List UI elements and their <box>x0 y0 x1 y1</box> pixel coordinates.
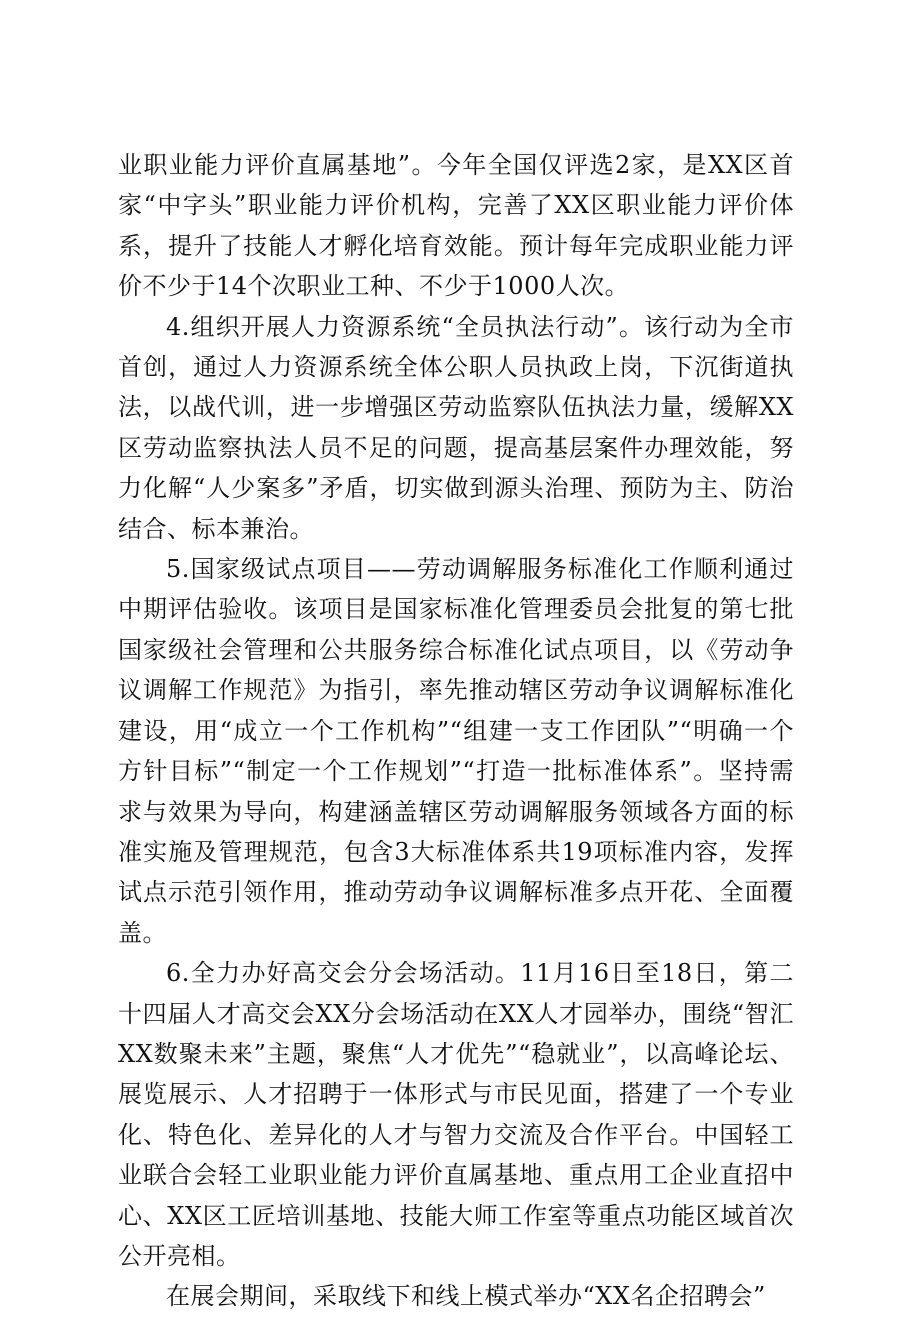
document-page <box>118 145 794 1317</box>
paragraph-item-6: 6.全力办好高交会分会场活动。11月16日至18日，第二十四届人才高交会XX分会场活动在XX人才园举办，围绕“智汇XX数聚未来”主题，聚焦“人才优先”“稳就业”，以高峰论坛、展览展示、人才招聘于一体形式与市民见面，搭建了一个专业化、特色化、差异化的人才与智力交流及合作平台。中国轻工业联合会轻工业职业能力评价直属基地、重点用工企业直招中心、XX区工匠培训基地、技能大师工作室等重点功能区域首次公开亮相。 <box>118 959 794 1270</box>
paragraph-item-5: 5.国家级试点项目——劳动调解服务标准化工作顺利通过中期评估验收。该项目是国家标准化管理委员会批复的第七批国家级社会管理和公共服务综合标准化试点项目，以《劳动争议调解工作规范》为指引，率先推动辖区劳动争议调解标准化建设，用“成立一个工作机构”“组建一支工作团队”“明确一个方针目标”“制定一个工作规划”“打造一批标准体系”。坚持需求与效果为导向，构建涵盖辖区劳动调解服务领域各方面的标准实施及管理规范，包含3大标准体系共19项标准内容，发挥试点示范引领作用，推动劳动争议调解标准多点开花、全面覆盖。 <box>118 555 794 947</box>
paragraph-continuation: 业职业能力评价直属基地”。今年全国仅评选2家，是XX区首家“中字头”职业能力评价机构，完善了XX区职业能力评价体系，提升了技能人才孵化培育效能。预计每年完成职业能力评价不少于14个次职业工种、不少于1000人次。 <box>118 151 794 301</box>
paragraph-item-4: 4.组织开展人力资源系统“全员执法行动”。该行动为全市首创，通过人力资源系统全体公职人员执政上岗，下沉街道执法，以战代训，进一步增强区劳动监察队伍执法力量，缓解XX区劳动监察执法人员不足的问题，提高基层案件办理效能，努力化解“人少案多”矛盾，切实做到源头治理、预防为主、防治结合、标本兼治。 <box>118 312 794 543</box>
paragraph-exhibition: 在展会期间，采取线下和线上模式举办“XX名企招聘会” <box>166 1282 766 1311</box>
